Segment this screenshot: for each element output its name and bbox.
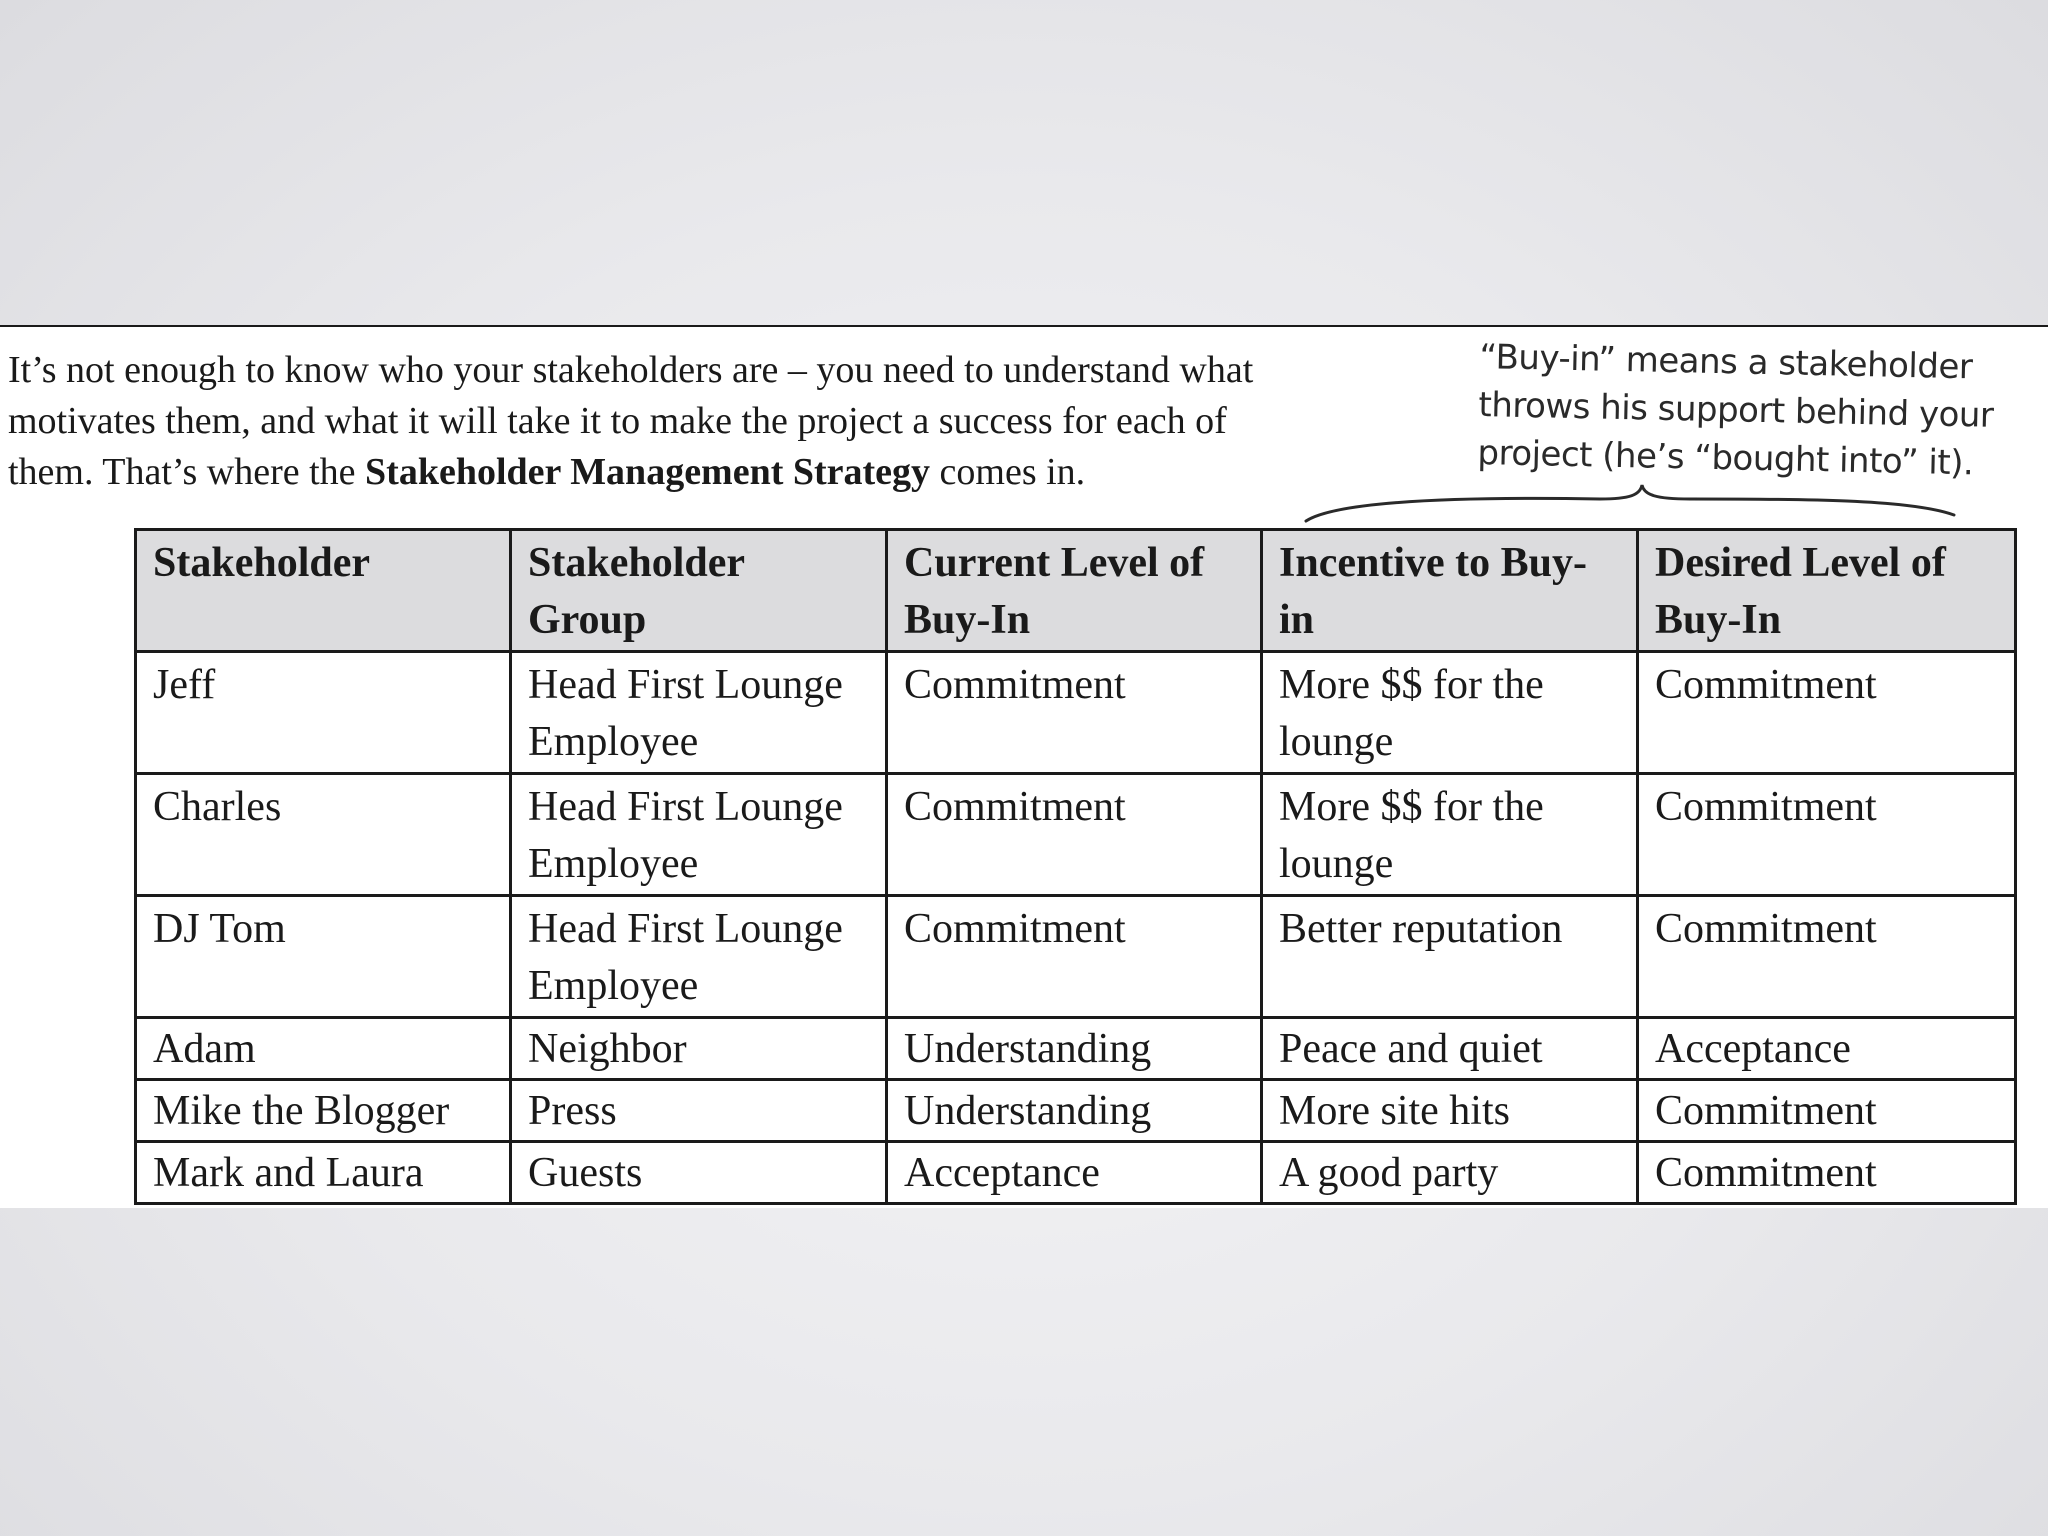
note-line-1: “Buy-in” means a stakeholder (1479, 336, 1973, 388)
intro-paragraph (8, 345, 1448, 498)
intro-line-3-start: them. That’s where the (8, 451, 366, 493)
cell-current-level: Understanding (887, 1080, 1262, 1142)
header-incentive: Incentive to Buy-in (1262, 530, 1638, 652)
cell-current-level: Commitment (887, 774, 1262, 896)
table-row (136, 652, 2016, 774)
cell-stakeholder: Mike the Blogger (136, 1080, 511, 1142)
cell-desired-level: Commitment (1638, 896, 2016, 1018)
cell-desired-level: Commitment (1638, 774, 2016, 896)
cell-incentive: Better reputation (1262, 896, 1638, 1018)
cell-incentive: More site hits (1262, 1080, 1638, 1142)
cell-group: Guests (511, 1142, 887, 1204)
cell-incentive: More $$ for the lounge (1262, 652, 1638, 774)
table-row (136, 1080, 2016, 1142)
cell-group: Press (511, 1080, 887, 1142)
note-line-2: throws his support behind your (1478, 384, 1994, 436)
cell-current-level: Understanding (887, 1018, 1262, 1080)
cell-stakeholder: Adam (136, 1018, 511, 1080)
table-header-row (136, 530, 2016, 652)
intro-line-2: motivates them, and what it will take it to make the project a success for each of (8, 400, 1227, 442)
handwritten-note (1477, 333, 2040, 489)
cell-group: Head First Lounge Employee (511, 652, 887, 774)
cell-incentive: Peace and quiet (1262, 1018, 1638, 1080)
cell-incentive: A good party (1262, 1142, 1638, 1204)
cell-desired-level: Commitment (1638, 1080, 2016, 1142)
cell-desired-level: Commitment (1638, 652, 2016, 774)
cell-stakeholder: DJ Tom (136, 896, 511, 1018)
cell-group: Head First Lounge Employee (511, 774, 887, 896)
intro-line-1: It’s not enough to know who your stakeholders are – you need to understand what (8, 349, 1254, 391)
curly-brace-icon (1300, 477, 1960, 527)
cell-stakeholder: Jeff (136, 652, 511, 774)
header-desired-buy-in: Desired Level of Buy-In (1638, 530, 2016, 652)
strategy-term: Stakeholder Management Strategy (365, 451, 931, 493)
cell-desired-level: Commitment (1638, 1142, 2016, 1204)
cell-incentive: More $$ for the lounge (1262, 774, 1638, 896)
table-row (136, 1018, 2016, 1080)
table-row (136, 896, 2016, 1018)
cell-current-level: Commitment (887, 896, 1262, 1018)
note-line-3: project (he’s “bought into” it). (1477, 432, 1974, 484)
table-row (136, 1142, 2016, 1204)
intro-line-3-end: comes in. (930, 451, 1086, 493)
header-stakeholder: Stakeholder (136, 530, 511, 652)
cell-stakeholder: Charles (136, 774, 511, 896)
header-current-buy-in: Current Level of Buy-In (887, 530, 1262, 652)
header-stakeholder-group: Stakeholder Group (511, 530, 887, 652)
table-row (136, 774, 2016, 896)
cell-desired-level: Acceptance (1638, 1018, 2016, 1080)
book-page-excerpt (0, 325, 2048, 1208)
cell-stakeholder: Mark and Laura (136, 1142, 511, 1204)
cell-current-level: Commitment (887, 652, 1262, 774)
cell-group: Head First Lounge Employee (511, 896, 887, 1018)
stakeholder-strategy-table (134, 528, 2017, 1205)
cell-group: Neighbor (511, 1018, 887, 1080)
cell-current-level: Acceptance (887, 1142, 1262, 1204)
